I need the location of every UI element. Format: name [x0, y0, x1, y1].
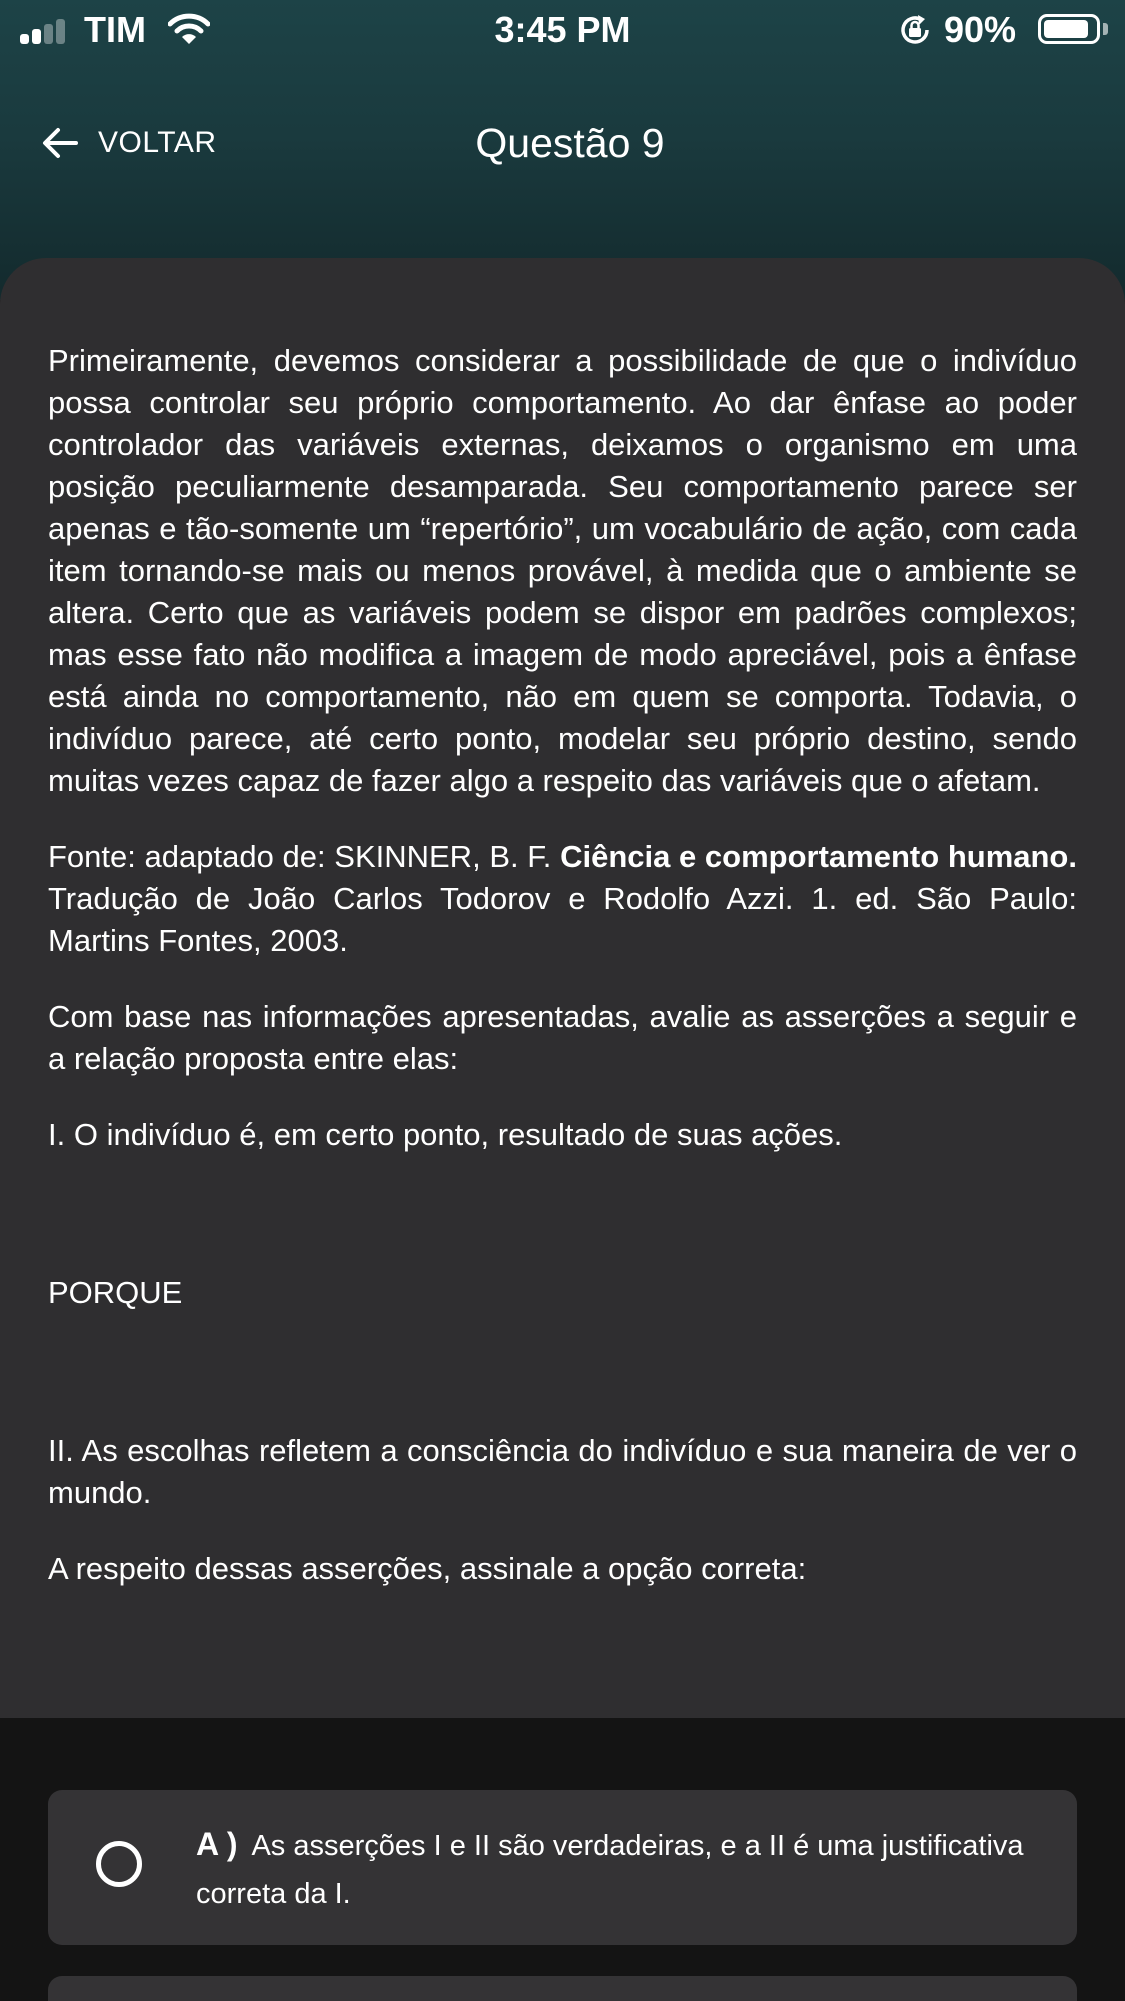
question-text: Primeiramente, devemos considerar a possibilidade de que o indivíduo possa controlar seu próprio comportamento. Ao dar ênfase ao poder controlador das variáveis externas, deixamos o organismo em uma posição peculiarmente desamparada. Seu comportamento parece ser apenas e tão-somente um “repertório”, um vocabulário de ação, com cada item tornando-se mais ou menos provável, à medida que o ambiente se altera. Certo que as variáveis podem se dispor em padrões complexos; mas esse fato não modifica a imagem de modo apreciável, pois a ênfase está ainda no comportamento, não em quem se comporta. Todavia, o indivíduo parece, até certo ponto, modelar seu próprio destino, sendo muitas vezes capaz de fazer algo a respeito das variáveis que o afetam. [48, 343, 1077, 798]
status-time: 3:45 PM [494, 9, 631, 50]
carrier-name: TIM [84, 9, 146, 50]
assertion-1: I. O indivíduo é, em certo ponto, resultado de suas ações. [48, 1117, 843, 1152]
back-label: VOLTAR [98, 126, 217, 159]
option-b-partial[interactable] [48, 1976, 1077, 2001]
battery-percent: 90% [944, 9, 1017, 50]
question-instruction: A respeito dessas asserções, assinale a opção correta: [48, 1551, 807, 1586]
page-title: Questão 9 [475, 120, 665, 166]
option-letter: A ) [196, 1826, 238, 1862]
assertion-2: II. As escolhas refletem a consciência do indivíduo e sua maneira de ver o mundo. [48, 1433, 1077, 1510]
question-body [48, 340, 1077, 1590]
rotation-lock-icon [897, 12, 933, 48]
option-a-text [196, 1820, 1036, 1918]
radio-button-icon[interactable] [96, 1841, 142, 1887]
battery-tip [1103, 23, 1108, 35]
question-card [0, 258, 1125, 1718]
option-label: As asserções I e II são verdadeiras, e a II é uma justificativa correta da I. [196, 1830, 1024, 1910]
source-citation [48, 836, 1077, 962]
option-a[interactable] [48, 1790, 1077, 1945]
source-prefix: Fonte: adaptado de: SKINNER, B. F. [48, 839, 561, 874]
source-suffix: Tradução de João Carlos Todorov e Rodolfo Azzi. 1. ed. São Paulo: Martins Fontes, 2003. [48, 881, 1077, 958]
status-bar [0, 0, 1125, 60]
connector-text: PORQUE [48, 1275, 183, 1310]
source-title: Ciência e comportamento humano. [560, 839, 1077, 874]
battery-icon [1038, 14, 1100, 44]
question-prompt: Com base nas informações apresentadas, avalie as asserções a seguir e a relação proposta entre elas: [48, 999, 1077, 1076]
